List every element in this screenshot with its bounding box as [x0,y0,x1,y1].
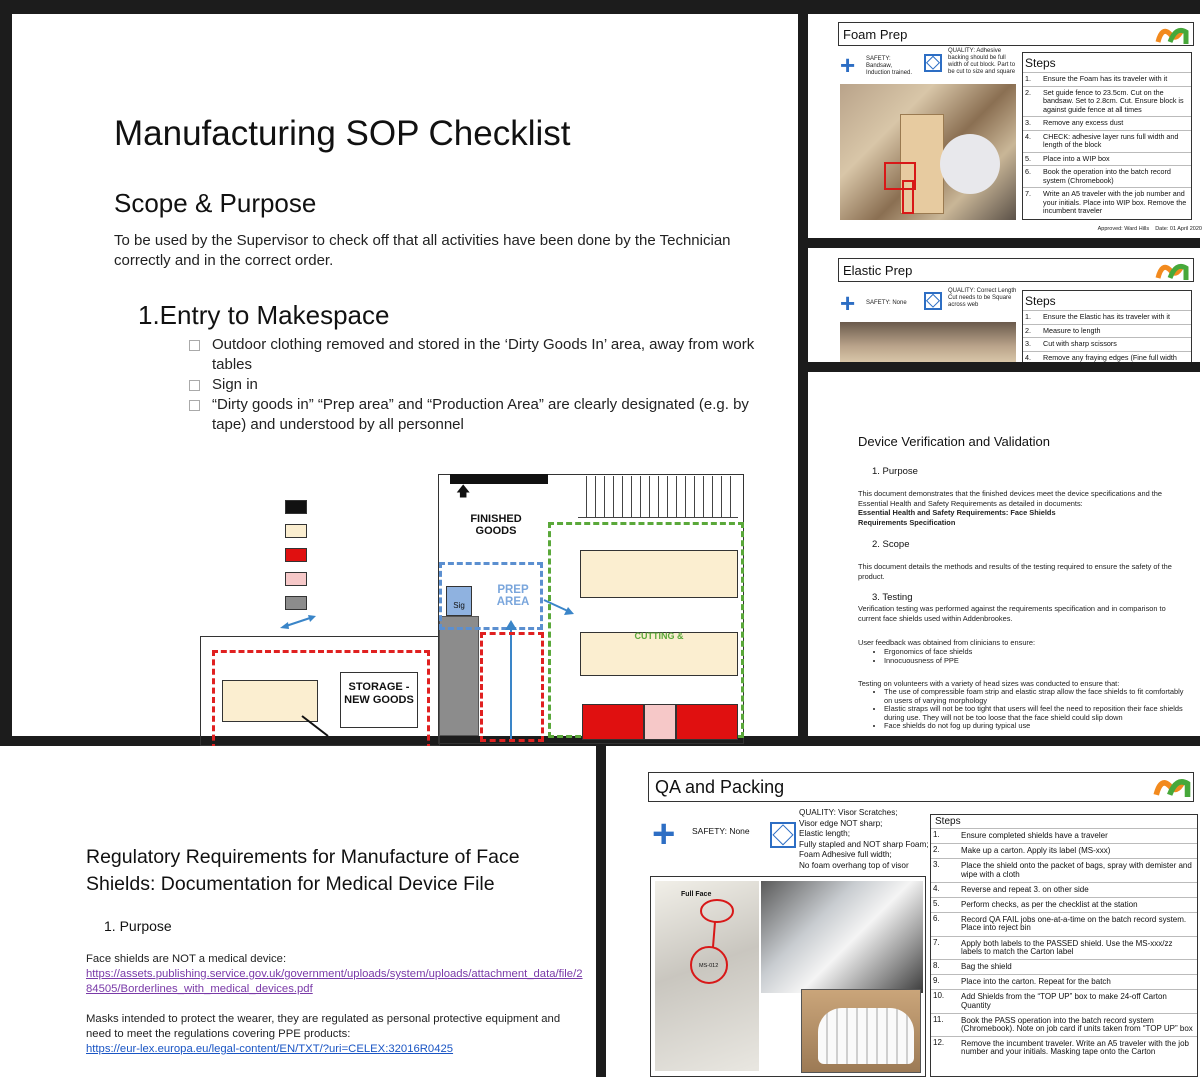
logo-icon [1156,24,1190,46]
elastic-photo [840,322,1016,362]
step-item: 3. Place the shield onto the packet of bags, spray with demister and wipe with a cloth [931,858,1197,881]
foam-prep-card [808,16,1200,238]
qa-packing-card [606,748,1200,1077]
step-item: 3. Cut with sharp scissors [1023,337,1191,351]
photo-frame [650,876,926,1077]
steps-heading: Steps [935,816,961,827]
section-heading: 3. Testing [872,592,913,603]
paragraph: Masks intended to protect the wearer, they are regulated as personal protective equipment and need to meet the regulations covering PPE products: [86,1013,561,1040]
step-item: 2. Make up a carton. Apply its label (MS-xxx) [931,843,1197,858]
step-item: 5. Place into a WIP box [1023,152,1191,166]
legend-swatch-cream [285,524,307,538]
step-item: 4. Reverse and repeat 3. on other side [931,882,1197,897]
doc-reference: Essential Health and Safety Requirements: Face Shields [858,508,1056,517]
bullet-item: • Ergonomics of face shields [884,648,1188,657]
pink-bench [644,704,676,740]
section-heading: 2. Scope [872,539,910,550]
bullet-list [872,648,1188,665]
highlight-circles [655,881,759,1071]
doc-title: Regulatory Requirements for Manufacture of Face Shields: Documentation for Medical Device File [86,846,520,895]
double-arrow-icon [278,612,318,632]
bullet-list [872,688,1188,731]
carton-photo [801,989,921,1073]
label-photo-text: Full Face [681,891,712,898]
steps-panel [1022,52,1192,220]
pointer-line [300,714,330,738]
checklist-item[interactable]: “Dirty goods in” “Prep area” and “Production Area” are clearly designated (e.g. by tape) and understood by all personnel [186,395,761,435]
legend-swatch-black [285,500,307,514]
bagging-photo [761,881,923,993]
safety-plus-icon: + [840,50,856,80]
step-item: 8. Bag the shield [931,959,1197,974]
step-item: 2. Measure to length [1023,324,1191,338]
backdrop-top [0,0,1200,14]
shelving [578,476,738,518]
legend-swatch-grey [285,596,307,610]
scope-heading: Scope & Purpose [114,188,317,218]
section-heading: 1. Purpose [872,466,918,477]
doc-reference: Requirements Specification [858,518,956,527]
up-arrow-icon: 🡅 [456,483,471,499]
safety-text: SAFETY: None [692,826,750,836]
red-guide-box-2 [902,180,914,214]
step-item: 12. Remove the incumbent traveler. Write an A5 traveler with the job number and your initials. Masking tape onto the Carton [931,1036,1197,1059]
shields-stack [818,1008,914,1064]
step-item: 2. Set guide fence to 23.5cm. Cut on the bandsaw. Set to 2.8cm. Cut. Ensure block is against guide fence at all times [1023,86,1191,117]
backdrop-bottom-mid [596,745,606,1077]
red-bench-right [676,704,738,740]
step-item: 5. Perform checks, as per the checklist at the station [931,897,1197,912]
step-item: 4. Remove any fraying edges (Fine full width [1023,351,1191,365]
card-title: Foam Prep [843,27,908,42]
checklist-item[interactable]: Sign in [186,375,761,395]
steps-panel [930,814,1198,1077]
steps-list [1023,72,1191,218]
checklist-item[interactable]: Outdoor clothing removed and stored in the ‘Dirty Goods In’ area, away from work tables [186,335,761,375]
work-table [580,550,738,598]
quality-text: QUALITY: Visor Scratches; Visor edge NOT sharp; Elastic length; Fully stapled and NOT sharp Foam; Foam Adhesive full width; No foam overhang top of visor [799,808,929,870]
paragraph: Face shields are NOT a medical device: [86,953,287,965]
logo-icon [1154,774,1192,800]
card-title: Elastic Prep [843,263,913,278]
approval-footer: Approved: Ward Hills Date: 01 April 2020 [1097,226,1202,232]
quality-icon [924,292,942,310]
steps-panel [1022,290,1192,370]
safety-text: SAFETY: None [866,300,907,306]
red-bench-left [582,704,644,740]
bullet-item: • The use of compressible foam strip and elastic strap allow the face shields to fit comfortably on users of varying morphology [884,688,1188,705]
step-item: 3. Remove any excess dust [1023,116,1191,130]
backdrop-mid [798,0,808,745]
prep-area-label: PREP AREA [496,584,530,608]
regulatory-requirements-page [14,746,596,1077]
paragraph: Verification testing was performed against the requirements specification and in comparison to current face shields used within Addenbrookes. [858,604,1166,623]
bandsaw-photo [840,84,1016,220]
backdrop-sep-1 [808,238,1200,248]
legend-swatch-pink [285,572,307,586]
walkway-column [439,616,479,736]
card-header [838,258,1194,282]
gloved-hand [940,134,1000,194]
step-item: 4. CHECK: adhesive layer runs full width and length of the block [1023,130,1191,152]
safety-plus-icon: + [652,812,676,856]
scope-text: To be used by the Supervisor to check off that all activities have been done by the Technician correctly and in the correct order. [114,232,731,269]
doc-title: Device Verification and Validation [858,434,1050,449]
safety-text: SAFETY: Bandsaw, Induction trained. [866,56,913,76]
page-title: Manufacturing SOP Checklist [114,114,571,153]
dirty-goods-zone-2 [480,632,544,742]
step-item: 9. Place into the carton. Repeat for the batch [931,974,1197,989]
storage-label: STORAGE - NEW GOODS [344,681,414,706]
paragraph: This document demonstrates that the finished devices meet the device specifications and the Essential Health and Safety Requirements as detailed in documents: [858,489,1163,508]
label-code: MS-012 [699,963,719,969]
borderlines-link[interactable]: https://assets.publishing.service.gov.uk/government/uploads/system/uploads/attachment_data/file/284505/Borderlines_with_medical_devices.pdf [86,968,583,995]
safety-plus-icon: + [840,288,856,318]
bullet-item: • Face shields do not fog up during typical use [884,722,1188,731]
bullet-item: • Innocuousness of PPE [884,657,1188,666]
bullet-item: • Elastic straps will not be too tight that users will feel the need to reposition their face shields during use. They will not be too loose that the face shield could slip down [884,705,1188,722]
label-photo [655,881,759,1071]
steps-list [931,828,1197,1060]
step-item: 6. Record QA FAIL jobs one-at-a-time on the batch record system. Place into reject bin [931,912,1197,935]
step-item: 1. Ensure completed shields have a traveler [931,828,1197,843]
paragraph: This document details the methods and results of the testing required to ensure the safety of the product. [858,562,1172,581]
step-item: 1. Ensure the Foam has its traveler with it [1023,72,1191,86]
device-verification-page [808,372,1192,736]
steps-heading: Steps [1025,56,1056,70]
card-header [648,772,1194,802]
quality-icon [770,822,796,848]
step-item: 1. Ensure the Elastic has its traveler with it [1023,310,1191,324]
step-item: 11. Book the PASS operation into the batch record system (Chromebook). Note on job card if units taken from “TOP UP” box [931,1013,1197,1036]
legend-swatch-red [285,548,307,562]
elastic-prep-card [808,248,1200,362]
cutting-label: CUTTING & [634,631,684,641]
quality-text: QUALITY: Adhesive backing should be full width of cut block. Part to be cut to size and square [948,48,1016,75]
paragraph: Testing on volunteers with a variety of head sizes was conducted to ensure that: [858,679,1120,688]
step-item: 7. Write an A5 traveler with the job number and your initials. Place into WIP box. Remove the incumbent traveler [1023,187,1191,218]
sign-label: Sig [453,601,465,610]
step-item: 10. Add Shields from the “TOP UP” box to make 24-off Carton Quantity [931,989,1197,1012]
floor-plan [14,16,798,736]
quality-text: QUALITY: Correct Length Cut needs to be Square across web [948,288,1017,308]
cutting-table [580,632,738,676]
paragraph: User feedback was obtained from clinicians to ensure: [858,638,1036,647]
sign-box [446,586,472,616]
quality-icon [924,54,942,72]
section-heading: 1.Entry to Makespace [138,300,390,330]
eur-lex-link[interactable]: https://eur-lex.europa.eu/legal-content/EN/TXT/?uri=CELEX:32016R0425 [86,1043,454,1055]
card-title: QA and Packing [655,777,785,797]
steps-list [1023,310,1191,364]
step-item: 7. Apply both labels to the PASSED shield. Use the MS-xxx/zz labels to match the Carton label [931,936,1197,959]
finished-goods-label: FINISHED GOODS [470,513,522,537]
section-heading: 1. Purpose [104,918,172,934]
storage-label-box [340,672,418,728]
backdrop-left [0,0,12,745]
step-item: 6. Book the operation into the batch record system (Chromebook) [1023,165,1191,187]
backdrop-sep-2 [808,362,1200,372]
card-header [838,22,1194,46]
logo-icon [1156,260,1190,282]
steps-heading: Steps [1025,294,1056,308]
sop-checklist-page [14,16,798,736]
